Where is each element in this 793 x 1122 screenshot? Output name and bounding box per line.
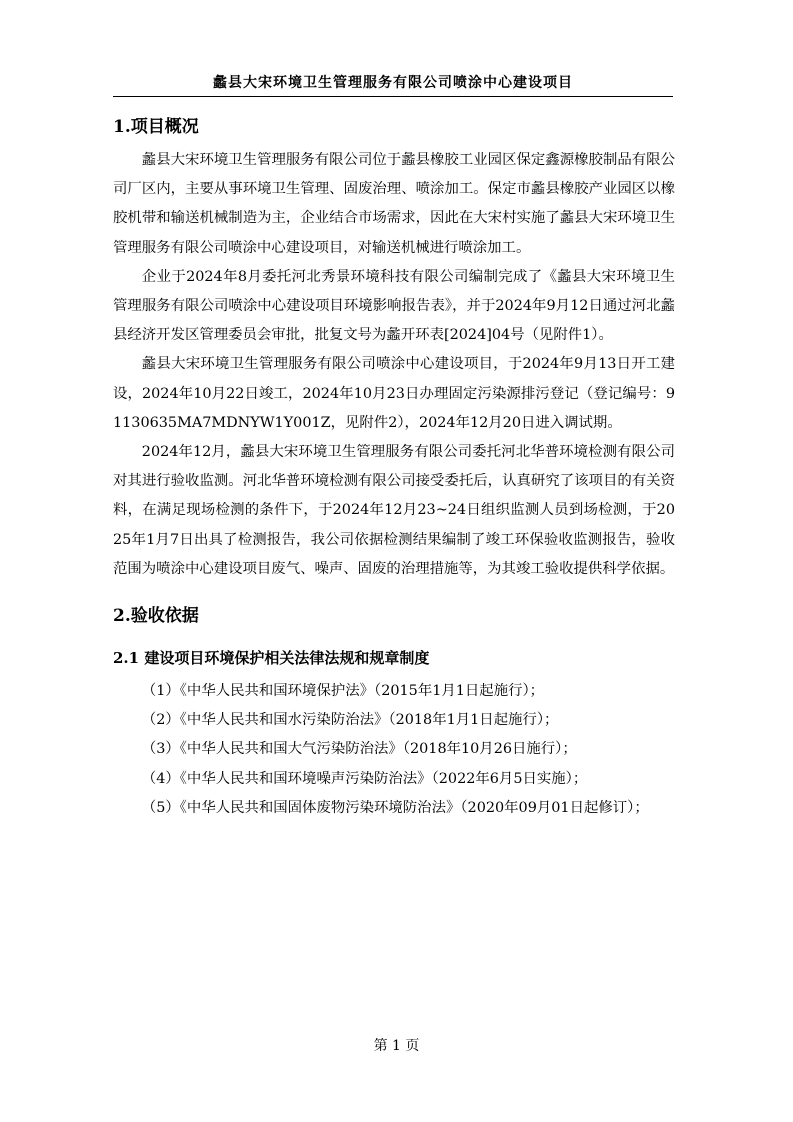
section-1-paragraph-3: 蠡县大宋环境卫生管理服务有限公司喷涂中心建设项目，于2024年9月13日开工建设，2024年10月22日竣工，2024年10月23日办理固定污染源排污登记（登记编号：91130635MA7MDNYW1Y001Z，见附件2），2024年12月20日进入调试期。 [113, 356, 675, 431]
page-header: 蠡县大宋环境卫生管理服务有限公司喷涂中心建设项目 [113, 70, 673, 97]
law-item-1: （1）《中华人民共和国环境保护法》（2015年1月1日起施行）； [141, 683, 545, 700]
law-item-5: （5）《中华人民共和国固体废物污染环境防治法》（2020年09月01日起修订）； [141, 799, 649, 816]
law-item-2: （2）《中华人民共和国水污染防治法》（2018年1月1日起施行）； [141, 712, 559, 729]
law-item-3: （3）《中华人民共和国大气污染防治法》（2018年10月26日施行）； [141, 741, 577, 758]
section-1-paragraph-2: 企业于2024年8月委托河北秀景环境科技有限公司编制完成了《蠡县大宋环境卫生管理服务有限公司喷涂中心建设项目环境影响报告表》，并于2024年9月12日通过河北蠡县经济开发区管理委员会审批，批复文号为蠡开环表[2024]04号（见附件1）。 [113, 268, 675, 344]
section-1-paragraph-1: 蠡县大宋环境卫生管理服务有限公司位于蠡县橡胶工业园区保定鑫源橡胶制品有限公司厂区内，主要从事环境卫生管理、固废治理、喷涂加工。保定市蠡县橡胶产业园区以橡胶机带和输送机械制造为主，企业结合市场需求，因此在大宋村实施了蠡县大宋环境卫生管理服务有限公司喷涂中心建设项目，对输送机械进行喷涂加工。 [113, 152, 675, 256]
section-2-1-heading: 2.1 建设项目环境保护相关法律法规和规章制度 [113, 649, 430, 668]
section-2-heading: 2.验收依据 [113, 606, 199, 627]
section-1-paragraph-4: 2024年12月，蠡县大宋环境卫生管理服务有限公司委托河北华普环境检测有限公司对其进行验收监测。河北华普环境检测有限公司接受委托后，认真研究了该项目的有关资料，在满足现场检测的条件下，于2024年12月23~24日组织监测人员到场检测，于2025年1月7日出具了检测报告，我公司依据检测结果编制了竣工环保验收监测报告，验收范围为喷涂中心建设项目废气、噪声、固废的治理措施等，为其竣工验收提供科学依据。 [113, 444, 675, 577]
page-number: 第 1 页 [373, 1038, 420, 1054]
law-item-4: （4）《中华人民共和国环境噪声污染防治法》（2022年6月5日实施）； [141, 770, 588, 787]
document-body [113, 108, 675, 823]
section-1-heading: 1.项目概况 [113, 117, 199, 137]
